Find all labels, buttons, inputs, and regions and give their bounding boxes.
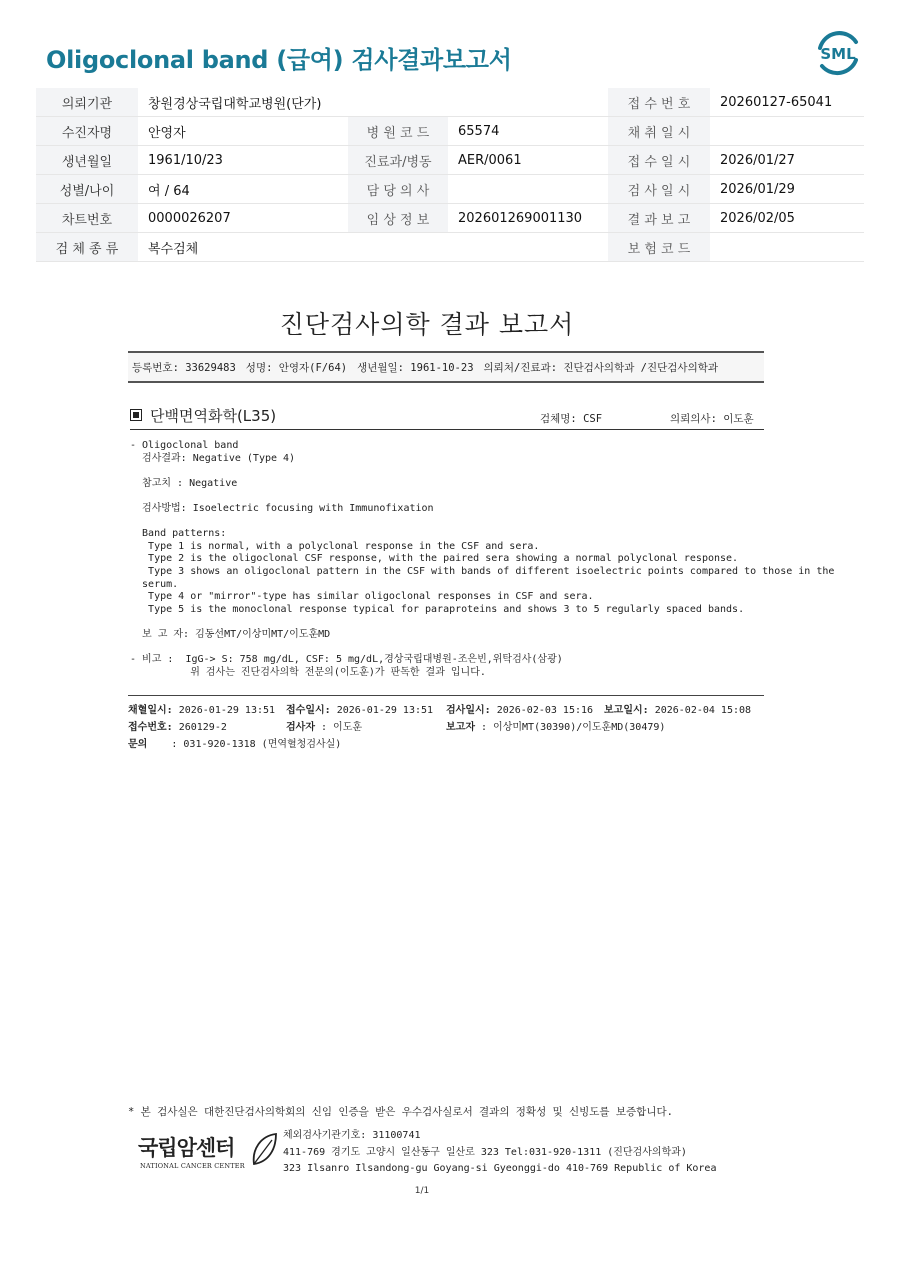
info-value [710,233,864,262]
info-label: 결 과 보 고 [608,204,710,233]
department: 의뢰처/진료과: 진단검사의학과 /진단검사의학과 [483,361,718,374]
requesting-doctor: 의뢰의사: 이도훈 [670,413,754,425]
info-row [36,117,864,146]
result-line: 보 고 자: 김동선MT/이상미MT/이도훈MD [130,628,331,640]
info-label: 검 체 종 류 [36,233,138,262]
sml-logo [812,28,864,78]
receive-time: 2026-01-29 13:51 [336,705,434,716]
registration-bar [128,351,764,383]
square-bullet-icon [130,409,142,421]
result-line: 참고치 : Negative [130,477,238,489]
national-cancer-center-logo [138,1132,278,1174]
result-line: Band patterns: [130,528,227,540]
result-line: - Oligoclonal band [130,440,239,451]
info-label: 담 당 의 사 [348,175,448,204]
result-line [130,616,770,629]
info-row [36,146,864,175]
info-row [36,233,864,262]
info-value: 2026/01/29 [710,175,864,204]
info-value: 복수검체 [138,233,348,262]
contact-label: 문의 [128,739,148,750]
info-value: 65574 [448,117,608,146]
info-value: 2026/02/05 [710,204,864,233]
result-line: Type 1 is normal, with a polyclonal response in the CSF and sera. [130,540,540,552]
report-title: 진단검사의학 결과 보고서 [279,310,575,339]
tester-name: : 이도훈 [321,722,363,733]
result-line [130,490,770,503]
result-line: Type 4 or "mirror"-type has similar oligoclonal responses in CSF and sera. [130,591,594,603]
specimen-name: 검체명: CSF [540,413,603,425]
info-value [448,233,608,262]
info-label: 채 취 일 시 [608,117,710,146]
info-label: 검 사 일 시 [608,175,710,204]
result-line: 검사방법: Isoelectric focusing with Immunofixation [130,502,434,514]
info-value [710,117,864,146]
center-name-en: NATIONAL CANCER CENTER [140,1162,245,1170]
accreditation-notice: * 본 검사실은 대한진단검사의학회의 신임 인증을 받은 우수검사실로서 결과의 정확성 및 신빙도를 보증합니다. [128,1106,673,1118]
info-label: 보 험 코 드 [608,233,710,262]
collect-time: 2026-01-29 13:51 [178,705,276,716]
info-value: 2026/01/27 [710,146,864,175]
info-value [448,88,608,117]
address-english: 323 Ilsanro Ilsandong-gu Goyang-si Gyeonggi-do 410-769 Republic of Korea [283,1163,717,1174]
info-label: 임 상 정 보 [348,204,448,233]
test-label: 검사일시: [446,705,491,716]
leaf-icon [250,1132,278,1168]
result-line: - 비고 : IgG-> S: 758 mg/dL, CSF: 5 mg/dL,경상국립대병원-조은빈,위탁검사(삼광) [130,654,563,666]
patient-dob: 생년월일: 1961-10-23 [357,361,474,374]
result-body [130,440,835,679]
info-label: 진료과/병동 [348,146,448,175]
result-line: Type 2 is the oligoclonal CSF response, with the paired sera showing a normal polyclonal response. [130,553,739,565]
info-value: 여 / 64 [138,175,348,204]
result-line: 위 검사는 진단검사의학 전문의(이도훈)가 판독한 결과 입니다. [130,666,486,678]
page-title: Oligoclonal band (급여) 검사결과보고서 [46,46,512,74]
info-label: 생년월일 [36,146,138,175]
info-label: 접 수 일 시 [608,146,710,175]
institution-code: 체외검사기관기호: 31100741 [283,1130,421,1141]
info-label [348,88,448,117]
divider [128,695,764,696]
info-label: 수진자명 [36,117,138,146]
section-header [130,405,764,430]
info-label: 성별/나이 [36,175,138,204]
receive-label: 접수일시: [286,705,331,716]
info-value: 창원경상국립대학교병원(단가) [138,88,348,117]
result-line: Type 5 is the monoclonal response typical for paraproteins and shows 3 to 5 regularly spaced bands. [130,603,745,615]
info-value: 20260127-65041 [710,88,864,117]
report-label: 보고일시: [604,705,649,716]
report-time: 2026-02-04 15:08 [654,705,752,716]
contact-number: : 031-920-1318 (면역혈청검사실) [171,739,342,750]
reporter-names: : 이상미MT(30390)/이도훈MD(30479) [481,722,666,733]
reg-number: 등록번호: 33629483 [132,361,236,374]
center-address [283,1128,716,1178]
accession-label: 접수번호: [128,722,173,733]
info-value: 202601269001130 [448,204,608,233]
info-label: 의뢰기관 [36,88,138,117]
info-value [448,175,608,204]
collect-label: 채혈일시: [128,705,173,716]
info-label: 병 원 코 드 [348,117,448,146]
patient-name: 성명: 안영자(F/64) [245,361,348,374]
tester-label: 검사자 [286,722,315,733]
section-title: 단백면역화학(L35) [150,407,277,425]
info-label [348,233,448,262]
result-line [130,516,770,529]
info-value: 1961/10/23 [138,146,348,175]
info-value: 0000026207 [138,204,348,233]
result-line: 검사결과: Negative (Type 4) [130,452,296,464]
accession-number: 260129-2 [178,722,227,733]
sml-logo-text: SML [820,45,856,63]
result-line: Type 3 shows an oligoclonal pattern in the CSF with bands of different isoelectric points compared to those in the [130,565,835,577]
result-line [130,642,770,655]
page-number: 1/1 [414,1186,430,1196]
result-line: serum. [130,578,179,590]
center-name: 국립암센터 [138,1135,235,1160]
report-footer-info [128,702,768,753]
test-time: 2026-02-03 15:16 [496,705,594,716]
address-korean: 411-769 경기도 고양시 일산동구 일산로 323 Tel:031-920-1311 (진단검사의학과) [283,1146,687,1158]
info-label: 차트번호 [36,204,138,233]
info-row [36,175,864,204]
info-label: 접 수 번 호 [608,88,710,117]
info-value: AER/0061 [448,146,608,175]
info-value: 안영자 [138,117,348,146]
reporter-label: 보고자 [446,722,475,733]
info-row [36,88,864,117]
patient-info-table [36,88,864,262]
info-row [36,204,864,233]
result-line [130,465,770,478]
